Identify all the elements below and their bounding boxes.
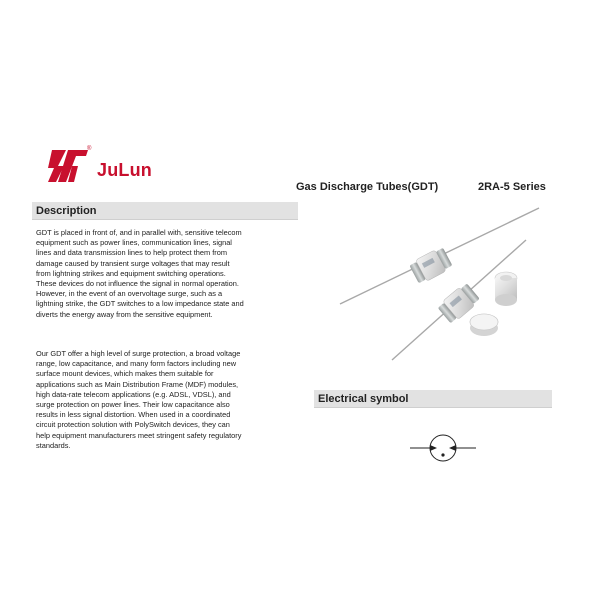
description-paragraph-1: GDT is placed in front of, and in parallel with, sensitive telecom equipment such as power lines, communication lines, signal lines and data transmission lines to help protect them from damage caused by transient surge voltages that may result from lightning strikes and equipment switching operations. These devices do not influence the signal in normal operation. However, in the event of an overvoltage surge, such as a lightning strike, the GDT switches to a low impedance state and diverts the energy away from the sensitive equipment. [36, 228, 244, 319]
document-title: Gas Discharge Tubes(GDT) [296, 181, 439, 193]
product-photo [334, 200, 544, 378]
series-name: 2RA-5 Series [478, 181, 546, 193]
brand-name: JuLun [97, 160, 152, 180]
julun-logo-icon [48, 148, 92, 184]
description-paragraph-2: Our GDT offer a high level of surge protection, a broad voltage range, low capacitance, and many form factors including new surface mount devices, which makes them suitable for applications such as Main Distribution Frame (MDF) modules, high data-rate telecom applications (e.g. ADSL, VDSL), and surge protection on power lines. Their low capacitance also results in less signal distortion. When used in a coordinated circuit protection solution with PolySwitch devices, they can help equipment manufacturers meet stringent safety regulatory standards. [36, 349, 242, 450]
gdt-electrical-symbol-icon [410, 430, 476, 466]
description-heading: Description [32, 202, 298, 220]
registered-mark: ® [87, 146, 92, 152]
electrical-symbol-heading: Electrical symbol [314, 390, 552, 408]
